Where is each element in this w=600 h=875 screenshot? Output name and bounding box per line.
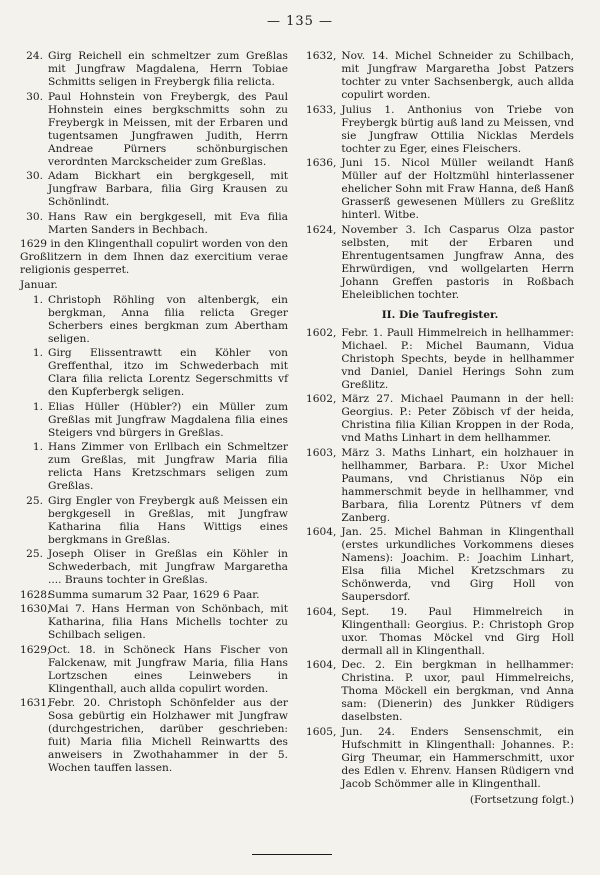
entry-text: Sept. 19. Paul Himmelreich in Klingenthall: Georgius. P.: Christoph Grop uxor. Thomas Möckel vnd Girg Holl dermall all in Klingenthall. <box>341 605 574 657</box>
register-entry <box>306 659 574 724</box>
right-column <box>306 50 574 807</box>
register-entry <box>20 495 288 547</box>
entry-text: Summa sumarum 32 Paar, 1629 6 Paar. <box>48 588 260 601</box>
entry-year: 1602, <box>306 326 337 339</box>
register-entry <box>20 211 288 237</box>
month-heading-januar: Januar. <box>20 278 58 291</box>
register-entry <box>20 603 288 642</box>
register-entry <box>20 170 288 209</box>
register-entry <box>20 50 288 89</box>
entry-text: Oct. 18. in Schöneck Hans Fischer von Falckenaw, mit Jungfraw Maria, filia Hans Lortzschen eines Leinwebers in Klingenthall, auch allda copulirt worden. <box>48 643 288 695</box>
entry-day: 30. <box>26 170 43 182</box>
entry-text: Jan. 25. Michel Bahman in Klingenthall (erstes urkundliches Vorkommens dieses Namens): Joachim. P.: Joachim Linhart, Elsa filia Michel Kretzschmars zu Schönwerda, vnd Girg Holl von Saupersdorf. <box>341 526 574 603</box>
entry-text: Christoph Röhling von altenbergk, ein bergkman, Anna filia relicta Greger Scherbers eines bergkman zum Abertham seligen. <box>48 293 288 345</box>
footer-rule <box>252 854 332 855</box>
baptism-entries <box>306 327 574 791</box>
register-entry <box>20 401 288 440</box>
entry-year: 1631, <box>20 697 51 709</box>
entry-day: 25. <box>26 494 43 507</box>
entry-text: Febr. 1. Paull Himmelreich in hellhammer: Michael. P.: Michel Baumann, Vidua Christoph Spechts, beyde in hellhammer vnd Daniel, Daniel Herings Sohn zum Greßlitz. <box>341 326 574 391</box>
register-entry <box>20 347 288 399</box>
entry-text: Julius 1. Anthonius von Triebe von Freybergk bürtig auß land zu Meissen, vnd sie Jungfraw Ottilia Nicklas Merdels tochter zu Eger, eines Fleischers. <box>341 103 574 155</box>
entry-year: 1605, <box>306 725 337 738</box>
entry-text: Jun. 24. Enders Sensenschmit, ein Hufschmitt in Klingenthall: Johannes. P.: Girg Theumar, ein Hammerschmitt, uxor des Edlen v. Ehrenv. Hansen Rüdigern vnd Jacob Schömmer alle in Klingenthall. <box>341 725 574 790</box>
entry-day: 1. <box>32 293 43 306</box>
entry-text: Joseph Oliser in Greßlas ein Köhler in Schwederbach, mit Jungfraw Margaretha .... Brauns tochter in Greßlas. <box>48 548 288 586</box>
entry-day: 1. <box>32 400 43 413</box>
entry-text: Girg Reichell ein schmeltzer zum Greßlas mit Jungfraw Magdalena, Herrn Tobiae Schmitts seligen in Freybergk filia relicta. <box>48 50 288 88</box>
entry-day: 30. <box>26 210 43 223</box>
entry-year: 1630, <box>20 603 51 615</box>
register-entry <box>306 393 574 445</box>
entry-year: 1604, <box>306 526 337 538</box>
entry-text: Febr. 20. Christoph Schönfelder aus der Sosa gebürtig ein Holzhawer mit Jungfraw (durchgestrichen, darüber geschrieben: fuit) Maria filia Michell Reinwartts des anweisers in Zwothahammer in der 5. Wochen tauffen lassen. <box>48 697 288 774</box>
register-entry <box>306 104 574 156</box>
entry-year: 1633, <box>306 103 337 116</box>
entry-day: 25. <box>26 548 43 560</box>
entry-text: Mai 7. Hans Herman von Schönbach, mit Katharina, filia Hans Michells tochter zu Schilbach seligen. <box>48 603 288 641</box>
marriage-entries-group-c <box>20 589 288 776</box>
entry-text: Adam Bickhart ein bergkgesell, mit Jungfraw Barbara, filia Girg Krausen zu Schönlindt. <box>48 170 288 208</box>
register-entry <box>306 50 574 102</box>
entry-day: 1. <box>32 347 43 359</box>
entry-year: 1602, <box>306 393 337 405</box>
register-entry <box>306 327 574 392</box>
register-entry <box>306 606 574 658</box>
entry-text: Girg Engler von Freybergk auß Meissen ein bergkgesell in Greßlas, mit Jungfraw Katharina filia Hans Wittigs eines bergkmans in Greßlas. <box>48 494 288 546</box>
entry-text: Nov. 14. Michel Schneider zu Schilbach, mit Jungfraw Margaretha Jobst Patzers tochter zu vnter Sachsenbergk, auch allda copulirt worden. <box>341 50 574 101</box>
entry-text: März 27. Michael Paumann in der hell: Georgius. P.: Peter Zöbisch vf der heida, Christina filia Kilian Kroppen in der Roda, vnd Maths Linhart in dem hellhammer. <box>341 393 574 444</box>
entry-year: 1604, <box>306 605 337 618</box>
left-column <box>20 50 288 777</box>
register-entry <box>20 589 288 602</box>
year-note-1629: 1629 in den Klingenthall copulirt worden von den Großlitzern in dem Ihnen daz exercitium verae religionis gesperret. <box>20 238 288 276</box>
section-heading-taufregister: II. Die Taufregister. <box>381 308 499 321</box>
register-entry <box>20 644 288 696</box>
entry-day: 30. <box>26 90 43 103</box>
entry-text: Elias Hüller (Hübler?) ein Müller zum Greßlas mit Jungfraw Magdalena filia eines Steigers vnd bürgers in Greßlas. <box>48 400 288 439</box>
entry-year: 1636, <box>306 157 337 169</box>
entry-text: Dec. 2. Ein bergkman in hellhammer: Christina. P. uxor, paul Himmelreichs, Thoma Möckell ein bergkman, vnd Anna sam: (Dienerin) des Junkker Rüdigers daselbsten. <box>341 659 574 723</box>
entry-day: 1. <box>32 441 43 453</box>
register-entry <box>20 441 288 493</box>
entry-year: 1628: <box>20 588 51 601</box>
marriage-entries-group-b <box>20 294 288 588</box>
entry-year: 1632, <box>306 50 337 62</box>
register-entry <box>20 548 288 587</box>
register-entry <box>20 294 288 346</box>
entry-year: 1603, <box>306 446 337 459</box>
entry-year: 1604, <box>306 659 337 671</box>
page-number: — 135 — <box>266 14 334 29</box>
entry-text: November 3. Ich Casparus Olza pastor selbsten, mit der Erbaren und Ehrentugentsamen Jungfraw Anna, des Ehrwürdigen, vnd wollgelarten Herrn Johann Greffen pastoris in Roßbach Eheleiblichen tochter. <box>341 223 574 301</box>
register-entry <box>306 726 574 791</box>
continuation-note: (Fortsetzung folgt.) <box>469 793 574 806</box>
entry-day: 24. <box>26 50 43 62</box>
register-entry <box>306 224 574 302</box>
marriage-entries-group-a <box>20 50 288 237</box>
entry-year: 1629, <box>20 643 51 656</box>
entry-text: Hans Raw ein bergkgesell, mit Eva filia Marten Sanders in Bechbach. <box>48 210 288 236</box>
entry-text: Girg Elissentrawtt ein Köhler von Greffenthal, itzo im Schwederbach mit Clara filia relicta Lorentz Segerschmitts vf den Kupferbergk seligen. <box>48 347 288 398</box>
register-entry <box>306 526 574 604</box>
register-entry <box>20 91 288 169</box>
marriage-entries-continued <box>306 50 574 302</box>
entry-text: Paul Hohnstein von Freybergk, des Paul Hohnstein eines bergkschmitts sohn zu Freybergk in Meissen, mit der Erbaren und tugentsamen Jungfrawen Judith, Herrn Andreae Pürners schönburgischen verordnten Marckscheider zum Greßlas. <box>48 90 288 168</box>
entry-year: 1624, <box>306 223 337 236</box>
register-entry <box>306 447 574 525</box>
register-entry <box>20 697 288 775</box>
register-entry <box>306 157 574 222</box>
entry-text: März 3. Maths Linhart, ein holzhauer in hellhammer, Barbara. P.: Uxor Michel Paumans, vnd Christianus Nöp ein hammerschmit beyde in hellhammer, vnd Barbara, filia Lorentz Pütners vf dem Zanberg. <box>341 446 574 524</box>
entry-text: Juni 15. Nicol Müller weilandt Hanß Müller auf der Holtzmühl hinterlassener ehelicher Sohn mit Fraw Hanna, deß Hanß Grasserß gewesenen Müllers zu Greßlitz hinterl. Witbe. <box>341 157 574 221</box>
entry-text: Hans Zimmer von Erllbach ein Schmeltzer zum Greßlas, mit Jungfraw Maria filia relicta Hans Kretzschmars seligen zum Greßlas. <box>48 441 288 492</box>
